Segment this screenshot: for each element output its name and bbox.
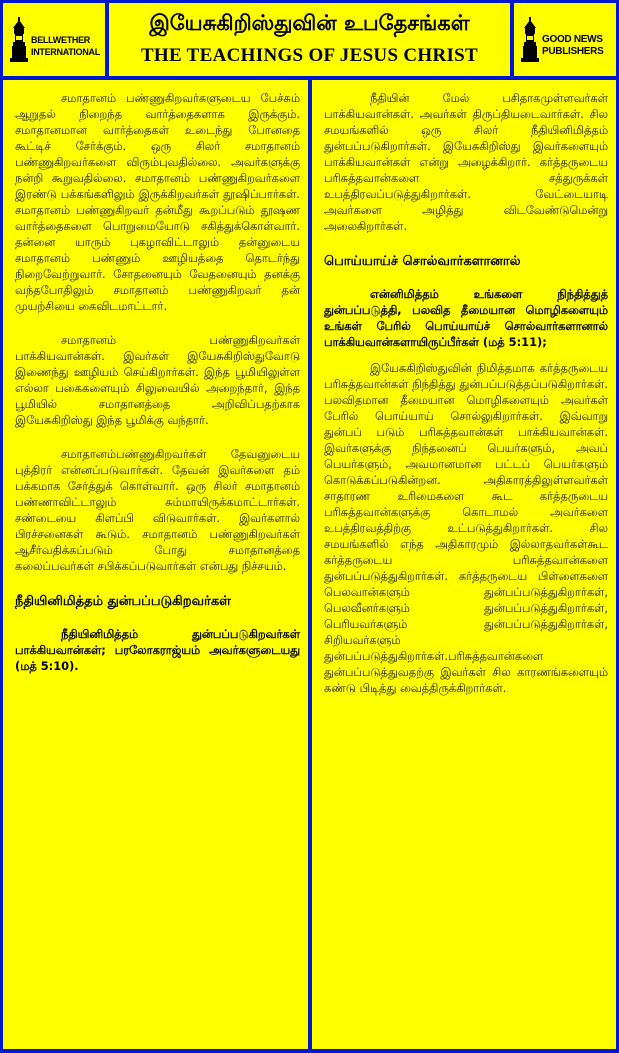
logo-line2: INTERNATIONAL <box>31 47 100 57</box>
right-column <box>312 80 616 1049</box>
section-heading: பொய்யாய்ச் சொல்வார்களானால் <box>324 254 521 269</box>
logo-line2: PUBLISHERS <box>542 46 604 57</box>
right-logo-panel <box>514 3 616 76</box>
bellwether-logo <box>9 17 99 63</box>
section-heading: நீதியினிமித்தம் துன்பப்படுகிறவர்கள் <box>15 594 231 609</box>
paragraph: சமாதானம் பண்ணுகிறவர்கள் பாக்கியவான்கள். இவர்கள் இயேசுகிறிஸ்துவோடு இணைந்து ஊழியம் செய்கிறார்கள். இந்த பூமியிலுள்ள எல்லா பகைகளையும் சிலுவையில் அறைந்தார், இந்த பூமியில் சமாதானத்தை அறிவிப்பதற்காக இயேசுகிறிஸ்து இந்த பூமிக்கு வந்தார். <box>15 333 300 427</box>
paragraph: இயேசுகிறிஸ்துவின் நிமித்தமாக கர்த்தருடைய பரிசுத்தவான்கள் நிந்தித்து துன்பப்படுத்தப்படுகிறார்கள். பலவிதமான தீமையான மொழிகளையும் அவர்கள் பேரில் பொய்யாய் சொல்லுகிறார்கள். இவ்வாறு துன்பப் படும் பரிசுத்தவான்கள் பாக்கியவான்கள். இவர்களுக்கு நிந்தனைப் பெயர்களும், அவப் பெயர்களும், அவமானமான பட்டப் பெயர்களும் கொடுக்கப்படுகின்றன. அதிகாரத்திலுள்ளவர்கள் சாதாரண உரிமைகளை கூட கர்த்தருடைய பரிசுத்தவான்களுக்கு கொடாமல் அவர்களை உபத்திரவத்திற்கு உட்படுத்துகிறார்கள். சில சமயங்களில் எந்த அதிகாரமும் இல்லாதவர்கள்கூட கர்த்தருடைய பரிசுத்தவான்களை துன்பப்படுத்துகிறார்கள். கர்த்தருடைய பிள்ளைகளை பெலவான்களும் துன்பப்படுத்துகிறார்கள், பெலவீனர்களும் துன்பப்படுத்துகிறார்கள், பெரியவர்களும் துன்பப்படுத்துகிறார்கள், சிறியவர்களும் துன்பப்படுத்துகிறார்கள்.பரிசுத்தவான்களை துன்பப்படுத்துவதற்கு இவர்கள் சில காரணங்களையும் கண்டு பிடித்து வைத்திருக்கிறார்கள். <box>324 361 608 695</box>
scripture-verse: என்னிமித்தம் உங்களை நிந்தித்துத் துன்பப்படுத்தி, பலவித தீமையான மொழிகளையும் உங்கள் பேரில் பொய்யாய்ச் சொல்வார்களானால் பாக்கியவான்களாயிருப்பீர்கள் (மத் 5:11); <box>324 287 608 349</box>
paragraph: சமாதானம் பண்ணுகிறவர்களுடைய பேச்சும் ஆறுதல் நிறைந்த வார்த்தைகளாக இருக்கும். சமாதானமான வார்த்தைகள் உடைந்து போனதை கூட்டிச் சேர்க்கும். ஒரு சிலர் சமாதானம் பண்ணுகிறவர்களை விரும்புவதில்லை. அவர்களுக்கு நன்றி கூறுவதில்லை. சமாதானம் பண்ணுகிறவர்களை இரண்டு பக்கங்களிலும் இருக்கிறவர்கள் தூஷிப்பார்கள். சமாதானம் பண்ணுகிறவர் தன்மீது கூறப்படும் தூஷண வார்த்தைகளை பொறுமையோடு சகித்துக்கொள்வார். தன்னை யாரும் புகழாவிட்டாலும் தன்னுடைய சமாதானம் பண்ணும் ஊழியத்தை தொடர்ந்து நிறைவேற்றுவார். சோதனையும் வேதனையும் தனக்கு வந்தபோதிலும் சமாதானம் பண்ணுகிறவர் தன் முயற்சியை கைவிடமாட்டார். <box>15 91 300 313</box>
scripture-verse: நீதியினிமித்தம் துன்பப்படுகிறவர்கள் பாக்கியவான்கள்; பரலோகராஜ்யம் அவர்களுடையது (மத் 5:10). <box>15 627 300 673</box>
page-title-english: THE TEACHINGS OF JESUS CHRIST <box>140 45 479 66</box>
header-title-panel <box>109 3 510 76</box>
paragraph: சமாதானம்பண்ணுகிறவர்கள் தேவனுடைய புத்திரர் என்னப்படுவார்கள். தேவன் இவர்களை தம் பக்கமாக சேர்த்துக் கொள்வார். ஒரு சிலர் சமாதானம் பண்ணாவிட்டாலும் சும்மாயிருக்கமாட்டார்கள். சண்டையை கிளப்பி விடுவார்கள். இவர்களால் பிரச்சனைகள் கூடும். சமாதானம் பண்ணுகிறவர்கள் ஆசீர்வதிக்கப்படும் போது சமாதானத்தை கலைப்பவர்கள் சபிக்கப்படுவார்கள் என்பது நிச்சயம். <box>15 447 300 573</box>
bell-tower-icon <box>9 17 29 63</box>
left-column <box>3 80 308 1049</box>
good-news-logo <box>520 17 610 63</box>
logo-line1: BELLWETHER <box>31 35 90 45</box>
paragraph: நீதியின் மேல் பசிதாகமுள்ளவர்கள் பாக்கியவான்கள். அவர்கள் திருப்தியடைவார்கள். சில சமயங்களில் ஒரு சிலர் நீதியினிமித்தம் துன்பப்படுகிறார்கள். இயேசுகிறிஸ்து இவர்களையும் பாக்கியவான்கள் என்று அழைக்கிறார். கர்த்தருடைய பரிசுத்தவான்களை சத்துருக்கள் உபத்திரவப்படுத்துகிறார்கள். வேட்டையாடி அவர்களை அழித்து விடவேண்டுமென்று அலைகிறார்கள். <box>324 91 608 233</box>
page-title-tamil: இயேசுகிறிஸ்துவின் உபதேசங்கள் <box>149 11 470 35</box>
logo-line1: GOOD NEWS <box>542 34 603 45</box>
left-logo-panel <box>3 3 105 76</box>
bell-tower-icon <box>520 17 540 63</box>
